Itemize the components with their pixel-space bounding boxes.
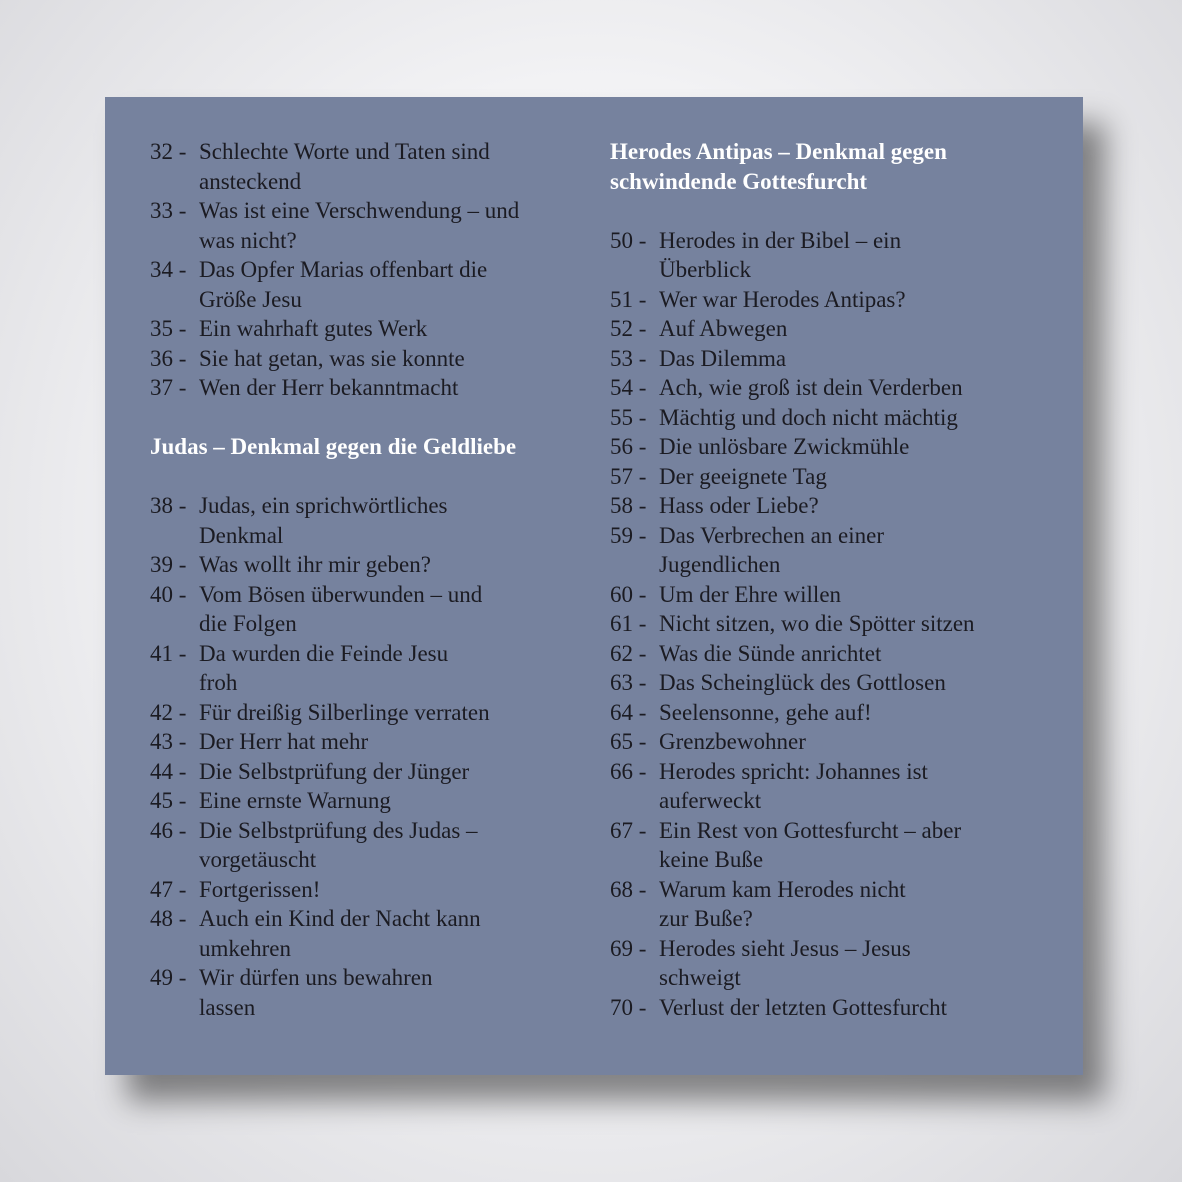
tracklist-card	[105, 97, 1083, 1075]
track-title	[199, 344, 580, 374]
track-title	[659, 373, 1040, 403]
track-number: 50 -	[610, 227, 647, 253]
track-title-line: Größe Jesu	[199, 286, 302, 312]
track-item	[610, 757, 1040, 816]
track-number: 53 -	[610, 345, 647, 371]
section-heading-line: Herodes Antipas – Denkmal gegen	[610, 139, 947, 164]
track-title-line: Denkmal	[199, 522, 284, 548]
track-number: 59 -	[610, 522, 647, 548]
track-item	[610, 403, 1040, 433]
track-title	[659, 403, 1040, 433]
track-number: 52 -	[610, 316, 647, 341]
track-title	[199, 314, 580, 344]
track-title	[199, 639, 580, 698]
track-title	[659, 698, 1040, 728]
track-item	[610, 668, 1040, 698]
track-title	[199, 875, 580, 905]
track-title-line: Eine ernste Warnung	[199, 788, 391, 813]
track-title	[659, 491, 1040, 521]
track-number: 62 -	[610, 640, 647, 666]
track-number: 37 -	[150, 375, 187, 400]
track-number: 39 -	[150, 552, 187, 577]
track-title-line: lassen	[199, 994, 256, 1020]
track-title	[199, 963, 580, 1022]
track-title-line: Ein Rest von Gottesfurcht – aber	[659, 817, 962, 843]
track-title-line: Auch ein Kind der Nacht kann	[199, 906, 481, 931]
track-title-line: Sie hat getan, was sie konnte	[199, 345, 465, 371]
track-title-line: Wir dürfen uns bewahren	[199, 965, 433, 990]
track-title-line: Für dreißig Silberlinge verraten	[199, 699, 490, 725]
track-item	[610, 462, 1040, 492]
track-title-line: keine Buße	[659, 847, 764, 872]
track-item	[150, 580, 580, 639]
track-title-line: Seelensonne, gehe auf!	[659, 699, 872, 725]
track-title-line: Mächtig und doch nicht mächtig	[659, 404, 958, 430]
track-number: 64 -	[610, 699, 647, 725]
track-item	[150, 757, 580, 787]
track-title-line: vorgetäuscht	[199, 847, 317, 872]
track-item	[610, 639, 1040, 669]
track-title-line: Was die Sünde anrichtet	[659, 640, 882, 666]
track-title	[659, 521, 1040, 580]
track-number: 55 -	[610, 404, 647, 430]
track-item	[610, 491, 1040, 521]
track-title	[199, 698, 580, 728]
track-item	[150, 137, 580, 196]
track-title-line: Herodes sieht Jesus – Jesus	[659, 935, 911, 961]
track-item	[610, 875, 1040, 934]
track-number: 68 -	[610, 876, 647, 902]
track-title-line: Vom Bösen überwunden – und	[199, 581, 483, 607]
track-title	[199, 727, 580, 757]
track-title	[659, 344, 1040, 374]
track-number: 41 -	[150, 640, 187, 666]
track-title-line: Ach, wie groß ist dein Verderben	[659, 375, 963, 400]
track-list	[150, 137, 580, 403]
track-title-line: Überblick	[659, 257, 751, 282]
track-number: 51 -	[610, 286, 647, 312]
track-list	[610, 226, 1040, 1023]
track-number: 66 -	[610, 758, 647, 784]
track-item	[150, 314, 580, 344]
track-number: 58 -	[610, 493, 647, 518]
track-title-line: Der Herr hat mehr	[199, 729, 369, 754]
track-title	[199, 904, 580, 963]
track-number: 47 -	[150, 876, 187, 902]
track-number: 40 -	[150, 581, 187, 607]
track-title	[659, 875, 1040, 934]
track-title-line: Die Selbstprüfung des Judas –	[199, 817, 478, 843]
track-number: 61 -	[610, 611, 647, 636]
track-title	[659, 580, 1040, 610]
track-number: 56 -	[610, 434, 647, 459]
track-title-line: Wen der Herr bekanntmacht	[199, 375, 459, 400]
track-number: 69 -	[610, 935, 647, 961]
track-title	[199, 137, 580, 196]
track-title-line: Was wollt ihr mir geben?	[199, 552, 431, 577]
track-title-line: Das Scheinglück des Gottlosen	[659, 670, 946, 695]
track-title-line: Das Opfer Marias offenbart die	[199, 257, 488, 282]
track-list	[150, 491, 580, 1022]
track-item	[610, 432, 1040, 462]
track-title	[659, 285, 1040, 315]
track-number: 34 -	[150, 257, 187, 282]
track-number: 49 -	[150, 965, 187, 990]
track-title-line: Die Selbstprüfung der Jünger	[199, 758, 470, 784]
track-number: 70 -	[610, 994, 647, 1020]
track-item	[150, 727, 580, 757]
track-item	[610, 580, 1040, 610]
track-title-line: Nicht sitzen, wo die Spötter sitzen	[659, 611, 975, 636]
track-title-line: Herodes spricht: Johannes ist	[659, 758, 928, 784]
track-title	[199, 757, 580, 787]
track-title-line: zur Buße?	[659, 906, 753, 931]
track-title-line: Wer war Herodes Antipas?	[659, 286, 906, 312]
track-title	[199, 580, 580, 639]
track-item	[150, 786, 580, 816]
left-column	[150, 137, 580, 1022]
track-title	[199, 491, 580, 550]
track-title	[659, 816, 1040, 875]
track-number: 67 -	[610, 817, 647, 843]
section-spacer	[610, 196, 1040, 226]
track-number: 35 -	[150, 316, 187, 341]
track-title	[199, 196, 580, 255]
track-title	[659, 934, 1040, 993]
track-title-line: ansteckend	[199, 168, 302, 194]
track-title-line: Ein wahrhaft gutes Werk	[199, 316, 428, 341]
track-item	[150, 550, 580, 580]
section-heading-judas: Judas – Denkmal gegen die Geldliebe	[150, 434, 517, 459]
track-number: 57 -	[610, 463, 647, 489]
track-title-line: Fortgerissen!	[199, 876, 321, 902]
track-number: 46 -	[150, 817, 187, 843]
track-item	[150, 196, 580, 255]
track-number: 43 -	[150, 729, 187, 754]
track-title-line: Da wurden die Feinde Jesu	[199, 640, 449, 666]
track-item	[150, 344, 580, 374]
track-title-line: Herodes in der Bibel – ein	[659, 227, 902, 253]
track-title-line: schweigt	[659, 965, 741, 990]
track-number: 65 -	[610, 729, 647, 754]
track-title-line: Auf Abwegen	[659, 316, 788, 341]
track-number: 42 -	[150, 699, 187, 725]
track-title	[659, 727, 1040, 757]
track-title	[659, 314, 1040, 344]
track-item	[150, 639, 580, 698]
track-item	[610, 285, 1040, 315]
track-item	[610, 727, 1040, 757]
section-heading-line: schwindende Gottesfurcht	[610, 168, 868, 194]
track-item	[150, 255, 580, 314]
track-item	[150, 373, 580, 403]
track-title-line: Warum kam Herodes nicht	[659, 876, 906, 902]
track-item	[610, 609, 1040, 639]
track-title	[199, 255, 580, 314]
track-title-line: Was ist eine Verschwendung – und	[199, 198, 520, 223]
track-item	[610, 934, 1040, 993]
track-title-line: was nicht?	[199, 227, 297, 253]
right-column	[610, 137, 1040, 1022]
track-title	[659, 609, 1040, 639]
section-spacer	[150, 462, 580, 492]
track-number: 32 -	[150, 139, 187, 164]
track-title-line: Schlechte Worte und Taten sind	[199, 139, 490, 164]
track-number: 33 -	[150, 198, 187, 223]
track-title-line: Jugendlichen	[659, 552, 781, 577]
track-number: 36 -	[150, 345, 187, 371]
track-title	[659, 993, 1040, 1023]
track-number: 44 -	[150, 758, 187, 784]
track-item	[150, 491, 580, 550]
track-item	[150, 698, 580, 728]
track-title	[659, 639, 1040, 669]
track-number: 60 -	[610, 581, 647, 607]
track-item	[150, 816, 580, 875]
track-item	[610, 993, 1040, 1023]
track-title	[659, 668, 1040, 698]
section-spacer	[150, 403, 580, 433]
track-title-line: Grenzbewohner	[659, 729, 806, 754]
track-title-line: Um der Ehre willen	[659, 581, 842, 607]
track-title	[659, 462, 1040, 492]
track-title-line: Judas, ein sprichwörtliches	[199, 493, 448, 518]
track-item	[610, 521, 1040, 580]
track-number: 45 -	[150, 788, 187, 813]
section-heading-herodes	[610, 137, 1040, 196]
track-title	[659, 432, 1040, 462]
track-item	[610, 373, 1040, 403]
track-title	[199, 550, 580, 580]
track-title	[199, 816, 580, 875]
track-title-line: die Folgen	[199, 611, 297, 636]
track-item	[610, 698, 1040, 728]
track-number: 48 -	[150, 906, 187, 931]
track-title-line: Das Verbrechen an einer	[659, 522, 884, 548]
track-title-line: Der geeignete Tag	[659, 463, 827, 489]
track-title-line: Verlust der letzten Gottesfurcht	[659, 994, 948, 1020]
track-title-line: umkehren	[199, 935, 291, 961]
track-item	[610, 816, 1040, 875]
track-title	[199, 786, 580, 816]
track-title	[659, 226, 1040, 285]
track-title-line: auferweckt	[659, 788, 762, 813]
track-item	[610, 344, 1040, 374]
track-item	[610, 314, 1040, 344]
track-item	[150, 875, 580, 905]
track-number: 38 -	[150, 493, 187, 518]
track-title	[199, 373, 580, 403]
track-title-line: Das Dilemma	[659, 345, 787, 371]
track-item	[150, 904, 580, 963]
track-number: 54 -	[610, 375, 647, 400]
track-item	[150, 963, 580, 1022]
track-title	[659, 757, 1040, 816]
track-title-line: Die unlösbare Zwickmühle	[659, 434, 910, 459]
track-number: 63 -	[610, 670, 647, 695]
track-item	[610, 226, 1040, 285]
track-title-line: Hass oder Liebe?	[659, 493, 819, 518]
track-title-line: froh	[199, 670, 238, 695]
